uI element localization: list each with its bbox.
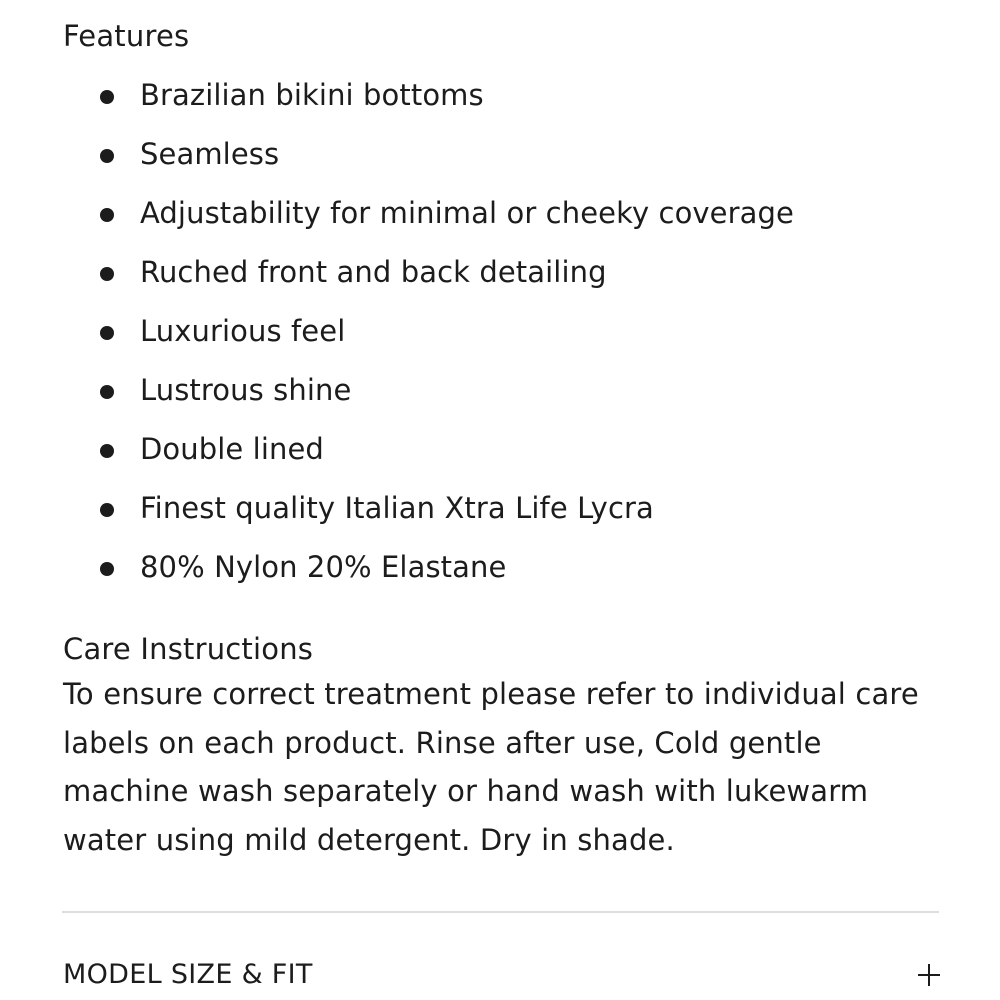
list-item — [63, 311, 939, 370]
care-instructions-heading: Care Instructions — [63, 632, 314, 666]
list-item — [63, 547, 939, 606]
list-item — [63, 429, 939, 488]
bullet-icon — [100, 562, 114, 576]
features-heading: Features — [63, 19, 190, 53]
plus-icon[interactable] — [918, 964, 940, 986]
bullet-icon — [100, 385, 114, 399]
feature-label: Seamless — [140, 137, 280, 171]
list-item — [63, 370, 939, 429]
product-details — [63, 16, 939, 864]
list-item — [63, 134, 939, 193]
bullet-icon — [100, 90, 114, 104]
bullet-icon — [100, 444, 114, 458]
divider — [62, 911, 939, 913]
list-item — [63, 488, 939, 547]
care-instructions-text: To ensure correct treatment please refer to individual care labels on each product. Rinse after use, Cold gentle machine wash separately or hand wash with lukewarm water using mild detergent. Dry in shade. — [63, 677, 919, 857]
feature-label: Finest quality Italian Xtra Life Lycra — [140, 491, 654, 525]
bullet-icon — [100, 208, 114, 222]
feature-label: Brazilian bikini bottoms — [140, 78, 484, 112]
feature-label: Ruched front and back detailing — [140, 255, 607, 289]
bullet-icon — [100, 267, 114, 281]
bullet-icon — [100, 326, 114, 340]
bullet-icon — [100, 503, 114, 517]
accordion-label: MODEL SIZE & FIT — [63, 959, 313, 990]
feature-label: Luxurious feel — [140, 314, 346, 348]
model-size-fit-accordion[interactable] — [63, 950, 940, 1000]
feature-label: Adjustability for minimal or cheeky coverage — [140, 196, 794, 230]
list-item — [63, 193, 939, 252]
features-list — [63, 75, 939, 606]
feature-label: 80% Nylon 20% Elastane — [140, 550, 507, 584]
list-item — [63, 252, 939, 311]
bullet-icon — [100, 149, 114, 163]
list-item — [63, 75, 939, 134]
feature-label: Double lined — [140, 432, 324, 466]
feature-label: Lustrous shine — [140, 373, 352, 407]
